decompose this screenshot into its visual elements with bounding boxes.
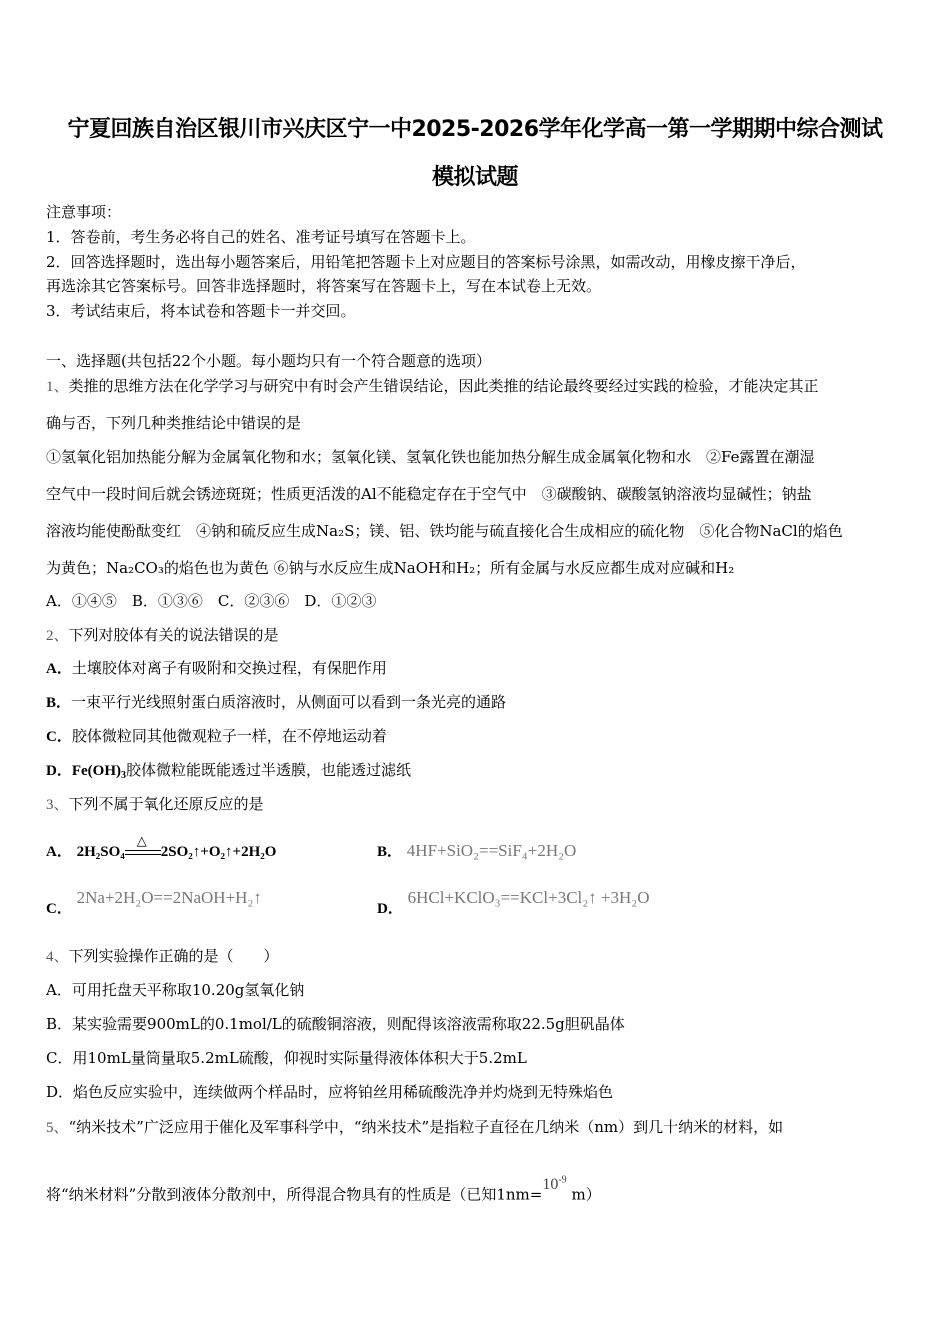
option-label: D． [46,1083,74,1101]
question-5-stem-cont [46,1175,601,1205]
question-2-option-c [46,726,387,747]
option-label: A． [46,661,72,677]
math-power [542,1176,566,1193]
question-number: 4、 [46,949,69,965]
formula: Fe(OH) [71,763,121,779]
option-label: B． [377,844,403,860]
question-number: 5、 [46,1120,69,1136]
option-text: 一束平行光线照射蛋白质溶液时，从侧面可以看到一条光亮的通路 [71,693,507,711]
page-title: 宁夏回族自治区银川市兴庆区宁一中2025-2026学年化学高一第一学期期中综合测试 [67,117,883,142]
option-label: D． [46,763,72,779]
notice-item: 2．回答选择题时，选出每小题答案后，用铅笔把答题卡上对应题目的答案标号涂黑，如需改动，用橡皮擦干净后， [46,253,806,271]
option-label: D． [377,901,403,917]
question-3-option-b [377,841,576,862]
question-1-body: 为黄色；Na₂CO₃的焰色也为黄色 ⑥钠与水反应生成NaOH和H₂；所有金属与水反应都生成对应碱和H₂ [46,559,735,577]
option-label: B． [46,695,72,711]
stem-text: 下列实验操作正确的是（ ） [68,947,279,965]
option-text: 用10mL量筒量取5.2mL硫酸，仰视时实际量得液体体积大于5.2mL [72,1049,527,1067]
question-2-stem [46,625,279,646]
question-4-option-d [46,1082,613,1102]
notice-heading: 注意事项： [46,203,122,221]
page-subtitle: 模拟试题 [431,165,518,190]
notice-item: 再选涂其它答案标号。回答非选择题时，将答案写在答题卡上，写在本试卷上无效。 [46,277,602,295]
question-1-stem [46,376,819,397]
section-heading: 一、选择题(共包括22个小题。每小题均只有一个符合题意的选项） [46,352,491,370]
stem-text: 下列对胶体有关的说法错误的是 [68,626,279,644]
option-label: C． [46,729,72,745]
stem-text: “纳米技术”广泛应用于催化及军事科学中，“纳米技术”是指粒子直径在几纳米（nm）到几十纳米的材料，如 [68,1118,784,1136]
question-number: 3、 [46,797,69,813]
question-4-option-c [46,1048,527,1068]
option-label: C． [46,1049,73,1067]
notice-item: 3．考试结束后，将本试卷和答题卡一并交回。 [46,302,356,320]
notice-item: 1．答卷前，考生务必将自己的姓名、准考证号填写在答题卡上。 [46,228,476,246]
option-label: B． [46,1015,73,1033]
option-text: 胶体微粒能既能透过半透膜，也能透过滤纸 [126,761,412,779]
question-4-option-a [46,980,304,1000]
heat-condition-arrow [125,834,161,862]
delta-icon: △ [136,834,147,849]
question-number: 2、 [46,628,69,644]
equation: 2Na+2H₂O==2NaOH+H₂↑ [76,888,262,907]
equation-right: 2SO₂↑+O₂↑+2H₂O [160,844,277,860]
equation: 4HF+SiO₂==SiF₄+2H₂O [406,841,577,860]
option-label: C． [46,901,72,917]
equation: 6HCl+KClO₃==KCl+3Cl₂↑ +3H₂O [407,888,650,907]
stem-text: m） [571,1185,601,1204]
math-exponent: -9 [558,1175,567,1186]
math-base: 10 [542,1176,559,1194]
question-2-option-a [46,658,387,679]
question-1-body: ①氢氧化铝加热能分解为金属氧化物和水；氢氧化镁、氢氧化铁也能加热分解生成金属氧化物和水 ②Fe露置在潮湿 [46,448,815,466]
question-2-option-b [46,692,506,713]
question-3-option-c [46,888,262,919]
question-1-body: 溶液均能使酚酞变红 ④钠和硫反应生成Na₂S；镁、铝、铁均能与硫直接化合生成相应的硫化物 ⑤化合物NaCl的焰色 [46,522,843,540]
question-3-option-a [46,834,277,862]
stem-text: 将“纳米材料”分散到液体分散剂中，所得混合物具有的性质是（已知1nm= [46,1185,543,1204]
subscript: 3 [121,770,126,781]
question-4-stem [46,946,279,967]
question-1-stem-cont: 确与否，下列几种类推结论中错误的是 [46,414,302,432]
question-5-stem [46,1117,783,1138]
question-3-stem [46,794,264,815]
option-text: 土壤胶体对离子有吸附和交换过程，有保肥作用 [71,659,387,677]
question-3-option-d [377,888,650,919]
question-1-options: A．①④⑤ B．①③⑥ C．②③⑥ D．①②③ [46,592,377,610]
equation-left: 2H₂SO₄ [76,844,125,860]
question-4-option-b [46,1014,625,1034]
question-1-body: 空气中一段时间后就会锈迹斑斑；性质更活泼的Al不能稳定存在于空气中 ③碳酸钠、碳酸氢钠溶液均显碱性；钠盐 [46,485,812,503]
option-text: 可用托盘天平称取10.20g氢氧化钠 [71,981,305,999]
option-label: A． [46,844,72,860]
option-label: A． [46,981,72,999]
option-text: 焰色反应实验中，连续做两个样品时，应将铂丝用稀硫酸洗净并灼烧到无特殊焰色 [73,1083,614,1101]
stem-text: 类推的思维方法在化学学习与研究中有时会产生错误结论，因此类推的结论最终要经过实践的检验，才能决定其正 [68,377,819,395]
stem-text: 下列不属于氧化还原反应的是 [68,795,264,813]
question-number: 1、 [46,379,69,395]
option-text: 某实验需要900mL的0.1mol/L的硫酸铜溶液，则配得该溶液需称取22.5g胆矾晶体 [72,1015,625,1033]
option-text: 胶体微粒同其他微观粒子一样，在不停地运动着 [71,727,387,745]
question-2-option-d [46,760,411,781]
